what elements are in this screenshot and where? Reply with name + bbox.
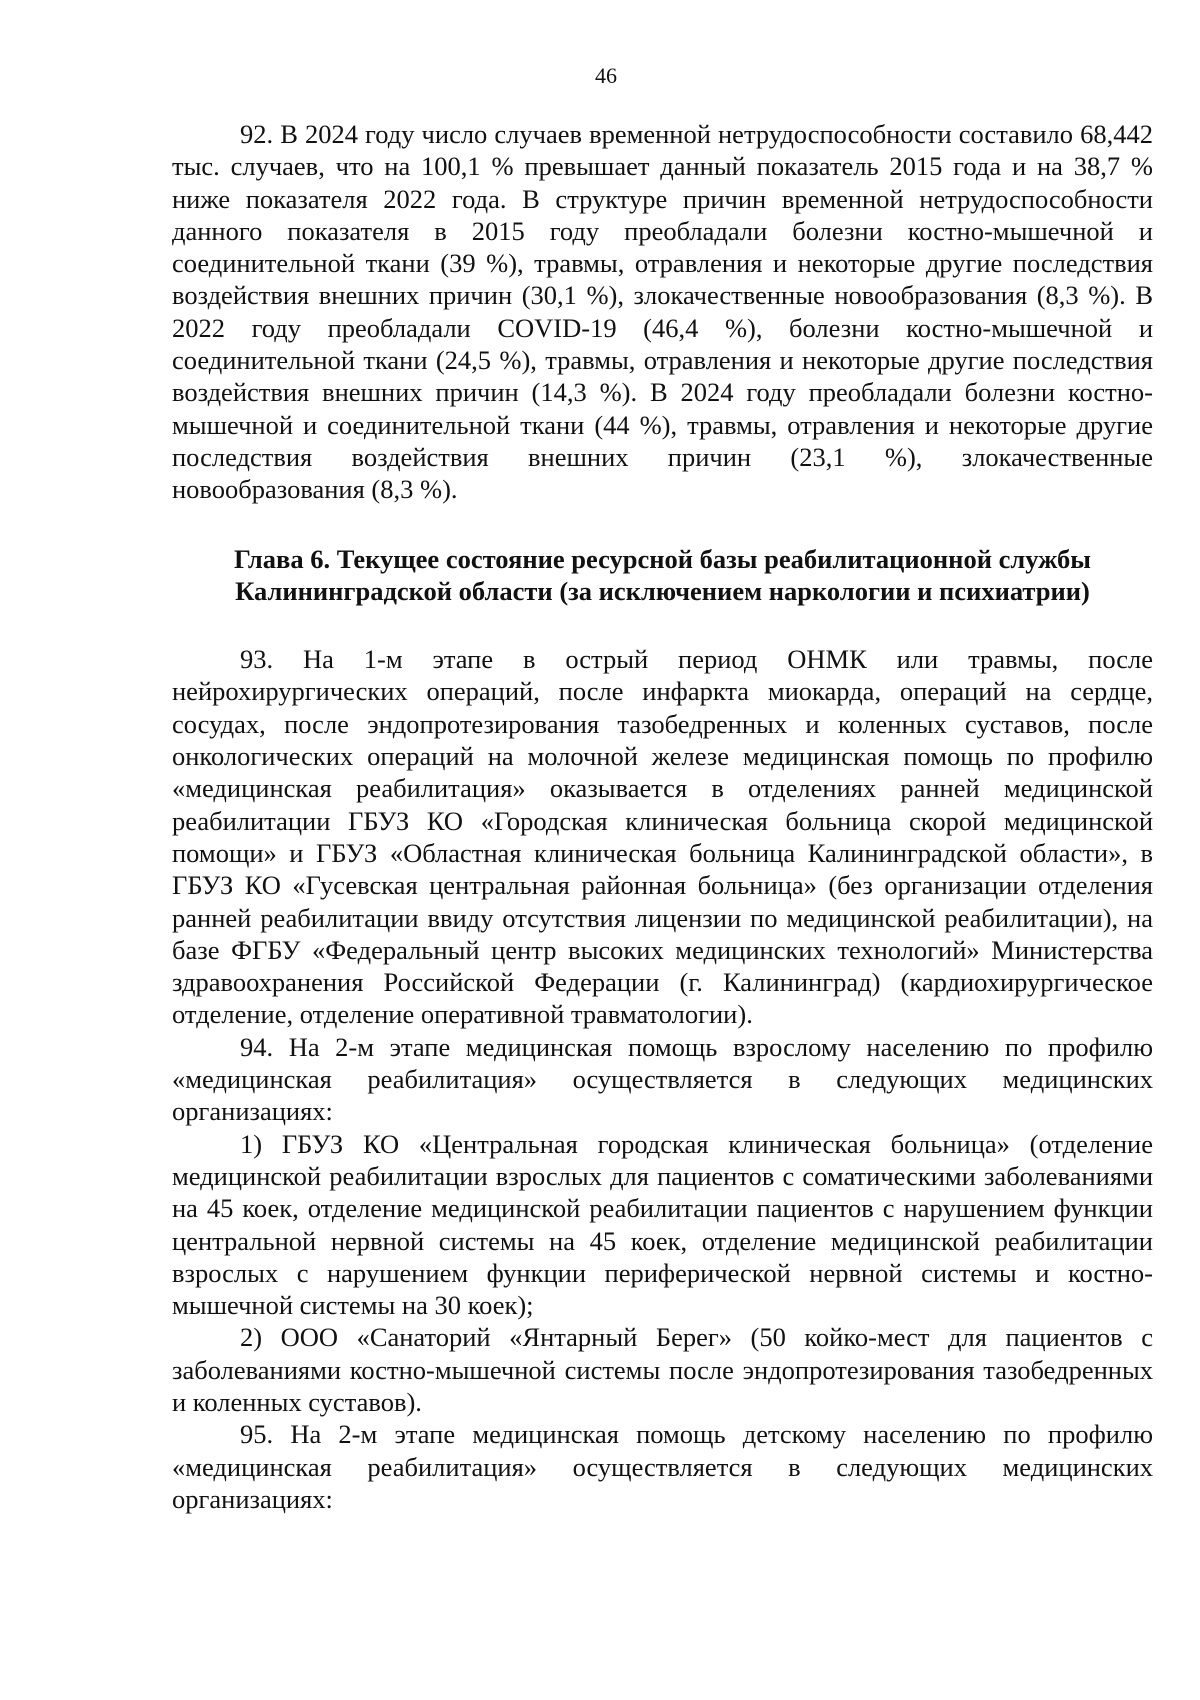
chapter-title-line-1: Глава 6. Текущее состояние ресурсной базы реабилитационной службы — [234, 543, 1091, 574]
paragraph-92: 92. В 2024 году число случаев временной нетрудоспособности составило 68,442 тыс. случаев, что на 100,1 % превышает данный показатель 2015 года и на 38,7 % ниже показателя 2022 года. В структуре причин временной нетрудоспособности данного показателя в 2015 году преобладали болезни костно-мышечной и соединительной ткани (39 %), травмы, отравления и некоторые другие последствия воздействия внешних причин (30,1 %), злокачественные новообразования (8,3 %). В 2022 году преобладали COVID-19 (46,4 %), болезни костно-мышечной и соединительной ткани (24,5 %), травмы, отравления и некоторые другие последствия воздействия внешних причин (14,3 %). В 2024 году преобладали болезни костно-мышечной и соединительной ткани (44 %), травмы, отравления и некоторые другие последствия воздействия внешних причин (23,1 %), злокачественные новообразования (8,3 %). — [172, 119, 1153, 505]
document-body — [172, 118, 1153, 1515]
chapter-title-line-2: Калининградской области (за исключением наркологии и психиатрии) — [235, 575, 1090, 606]
list-item-1: 1) ГБУЗ КО «Центральная городская клиническая больница» (отделение медицинской реабилитации взрослых для пациентов с соматическими заболеваниями на 45 коек, отделение медицинской реабилитации пациентов с нарушением функции центральной нервной системы на 45 коек, отделение медицинской реабилитации взрослых с нарушением функции периферической нервной системы и костно-мышечной системы на 30 коек); — [172, 1128, 1153, 1321]
page-number: 46 — [595, 63, 617, 88]
paragraph-94: 94. На 2-м этапе медицинская помощь взрослому населению по профилю «медицинская реабилитация» осуществляется в следующих медицинских организациях: — [172, 1031, 1153, 1127]
list-item-2: 2) ООО «Санаторий «Янтарный Берег» (50 койко-мест для пациентов с заболеваниями костно-мышечной системы после эндопротезирования тазобедренных и коленных суставов). — [172, 1322, 1153, 1417]
chapter-title — [172, 543, 1153, 608]
paragraph-93: 93. На 1-м этапе в острый период ОНМК или травмы, после нейрохирургических операций, после инфаркта миокарда, операций на сердце, сосудах, после эндопротезирования тазобедренных и коленных суставов, после онкологических операций на молочной железе медицинская помощь по профилю «медицинская реабилитация» оказывается в отделениях ранней медицинской реабилитации ГБУЗ КО «Городская клиническая больница скорой медицинской помощи» и ГБУЗ «Областная клиническая больница Калининградской области», в ГБУЗ КО «Гусевская центральная районная больница» (без организации отделения ранней реабилитации ввиду отсутствия лицензии по медицинской реабилитации), на базе ФГБУ «Федеральный центр высоких медицинских технологий» Министерства здравоохранения Российской Федерации (г. Калининград) (кардиохирургическое отделение, отделение оперативной травматологии). — [172, 644, 1153, 1030]
paragraph-95: 95. На 2-м этапе медицинская помощь детскому населению по профилю «медицинская реабилитация» осуществляется в следующих медицинских организациях: — [172, 1419, 1153, 1514]
